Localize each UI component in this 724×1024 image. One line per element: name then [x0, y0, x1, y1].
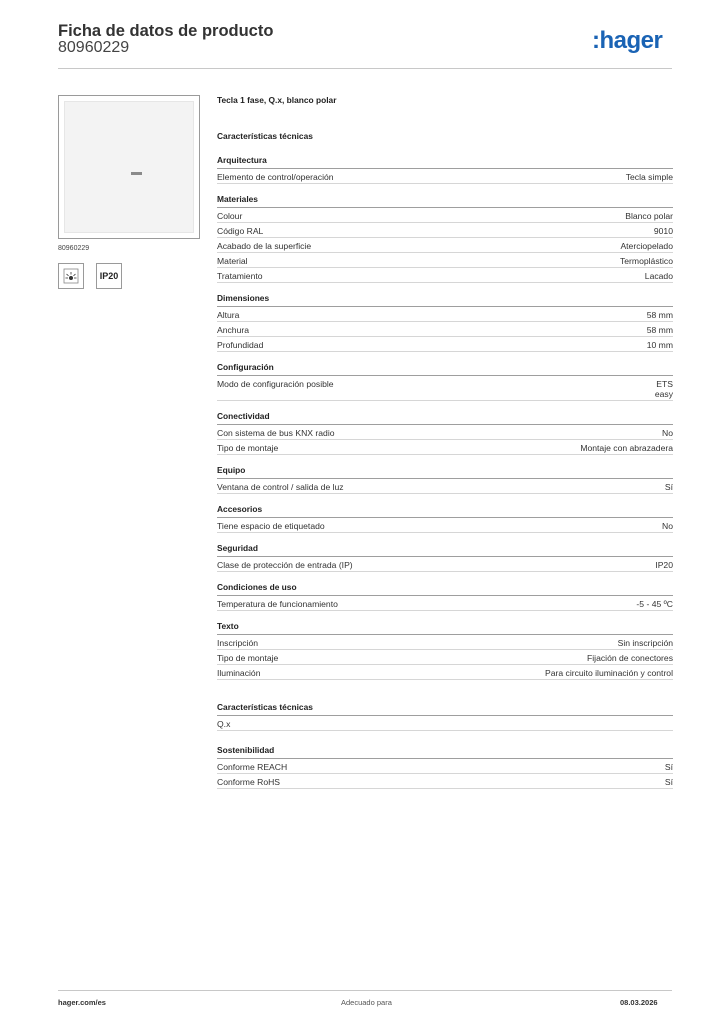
- spec-row: [217, 337, 673, 352]
- section-title: Materiales: [217, 194, 673, 208]
- section-title: Dimensiones: [217, 293, 673, 307]
- spec-value-line: 58 mm: [646, 309, 673, 320]
- spec-section: [217, 293, 673, 352]
- product-name: Tecla 1 fase, Q.x, blanco polar: [217, 95, 337, 105]
- spec-label: Tiene espacio de etiquetado: [217, 520, 325, 531]
- spec-value: [647, 310, 673, 320]
- spec-value-line: 9010: [653, 225, 673, 236]
- spec-label: Tipo de montaje: [217, 652, 279, 663]
- spec-section: [217, 155, 673, 184]
- spec-value: [655, 560, 673, 570]
- spec-row: [217, 716, 673, 731]
- spec-value-line: Termoplástico: [619, 255, 673, 266]
- section-title: Condiciones de uso: [217, 582, 673, 596]
- spec-row: [217, 557, 673, 572]
- spec-row: [217, 376, 673, 401]
- spec-value-line: 58 mm: [646, 324, 673, 335]
- spec-label: Material: [217, 255, 248, 266]
- spec-row: [217, 759, 673, 774]
- spec-value-line: Sin inscripción: [617, 637, 673, 648]
- section-title: Seguridad: [217, 543, 673, 557]
- ip20-badge: IP20: [96, 263, 122, 289]
- section-title: Texto: [217, 621, 673, 635]
- spec-value: [620, 241, 673, 251]
- spec-label: Acabado de la superficie: [217, 240, 312, 251]
- spec-value: [647, 340, 673, 350]
- spec-value-line: easy: [654, 388, 673, 399]
- spec-value: Sí: [664, 761, 673, 772]
- spec-value: [587, 653, 673, 663]
- spec-row: [217, 650, 673, 665]
- spec-value: [626, 172, 673, 182]
- section-title: Configuración: [217, 362, 673, 376]
- spec-label: Q.x: [217, 718, 231, 729]
- spec-value: [647, 325, 673, 335]
- spec-value-line: IP20: [655, 559, 673, 570]
- led-indicator: [131, 172, 142, 175]
- spec-row: [217, 268, 673, 283]
- sustainability-section: [217, 745, 673, 789]
- spec-label: Modo de configuración posible: [217, 378, 334, 389]
- spec-value-line: No: [662, 520, 673, 531]
- spec-row: [217, 208, 673, 223]
- extra-section: [217, 702, 673, 731]
- spec-label: Con sistema de bus KNX radio: [217, 427, 335, 438]
- spec-row: [217, 169, 673, 184]
- spec-section: [217, 582, 673, 611]
- spec-value-line: -5 - 45 ºC: [636, 598, 673, 609]
- hager-logo[interactable]: :hager: [592, 27, 663, 54]
- spec-value: [662, 521, 673, 531]
- spec-value-line: Aterciopelado: [620, 240, 673, 251]
- spec-label: Temperatura de funcionamiento: [217, 598, 338, 609]
- spec-value: Sí: [664, 776, 673, 787]
- footer-divider: [58, 990, 672, 991]
- spec-label: Inscripción: [217, 637, 259, 648]
- switch-key: [64, 101, 194, 233]
- section-title: Accesorios: [217, 504, 673, 518]
- spec-row: [217, 253, 673, 268]
- spec-label: Iluminación: [217, 667, 261, 678]
- header-product-number: 80960229: [58, 39, 130, 56]
- spec-row: [217, 307, 673, 322]
- spec-label: Ventana de control / salida de luz: [217, 481, 344, 492]
- footer-date: 08.03.2026: [620, 998, 658, 1007]
- spec-sections: [217, 155, 673, 680]
- spec-value-line: 10 mm: [646, 339, 673, 350]
- spec-row: [217, 440, 673, 455]
- spec-value: [655, 379, 673, 399]
- spec-section: [217, 194, 673, 283]
- technical-heading: Características técnicas: [217, 131, 313, 141]
- spec-label: Profundidad: [217, 339, 264, 350]
- spec-label: Tratamiento: [217, 270, 263, 281]
- light-icon: [58, 263, 84, 289]
- spec-section: [217, 465, 673, 494]
- spec-value-line: ETS: [656, 378, 673, 389]
- spec-label: Elemento de control/operación: [217, 171, 334, 182]
- spec-value: [545, 668, 673, 678]
- section-title: Arquitectura: [217, 155, 673, 169]
- header-divider: [58, 68, 672, 69]
- spec-value-line: Fijación de conectores: [587, 652, 673, 663]
- spec-value-line: Blanco polar: [625, 210, 673, 221]
- spec-value-line: Montaje con abrazadera: [580, 442, 673, 453]
- section-title: Características técnicas: [217, 702, 673, 716]
- section-title: Conectividad: [217, 411, 673, 425]
- spec-value: [620, 256, 673, 266]
- spec-label: Tipo de montaje: [217, 442, 279, 453]
- spec-value-line: Para circuito iluminación y control: [544, 667, 673, 678]
- spec-row: [217, 322, 673, 337]
- header-title: Ficha de datos de producto: [58, 22, 274, 40]
- photo-code: 80960229: [58, 245, 90, 252]
- spec-section: [217, 411, 673, 455]
- spec-section: [217, 621, 673, 680]
- spec-section: [217, 543, 673, 572]
- spec-label: Código RAL: [217, 225, 264, 236]
- spec-label: Conforme RoHS: [217, 776, 281, 787]
- spec-label: Altura: [217, 309, 240, 320]
- spec-value-line: Tecla simple: [625, 171, 673, 182]
- spec-label: Conforme REACH: [217, 761, 288, 772]
- footer-website-link[interactable]: hager.com/es: [58, 998, 106, 1007]
- spec-value: [580, 443, 673, 453]
- spec-value-line: No: [662, 427, 673, 438]
- spec-value-line: Lacado: [644, 270, 673, 281]
- spec-row: [217, 479, 673, 494]
- spec-value: [665, 482, 673, 492]
- spec-value: [654, 226, 673, 236]
- spec-section: [217, 362, 673, 401]
- spec-value: [636, 599, 673, 609]
- spec-label: Anchura: [217, 324, 250, 335]
- spec-value: [645, 271, 673, 281]
- spec-row: [217, 518, 673, 533]
- spec-row: [217, 635, 673, 650]
- spec-label: Colour: [217, 210, 243, 221]
- spec-value: [618, 638, 673, 648]
- spec-row: [217, 238, 673, 253]
- spec-value: [662, 428, 673, 438]
- spec-row: [217, 223, 673, 238]
- spec-value-line: Sí: [664, 481, 673, 492]
- spec-label: Clase de protección de entrada (IP): [217, 559, 353, 570]
- footer-center-text: Adecuado para: [341, 998, 392, 1007]
- spec-value: [625, 211, 673, 221]
- spec-row: [217, 425, 673, 440]
- spec-row: [217, 774, 673, 789]
- section-title: Equipo: [217, 465, 673, 479]
- spec-row: [217, 596, 673, 611]
- section-title: Sostenibilidad: [217, 745, 673, 759]
- spec-content: [217, 95, 673, 799]
- spec-row: [217, 665, 673, 680]
- spec-section: [217, 504, 673, 533]
- product-photo: [58, 95, 200, 239]
